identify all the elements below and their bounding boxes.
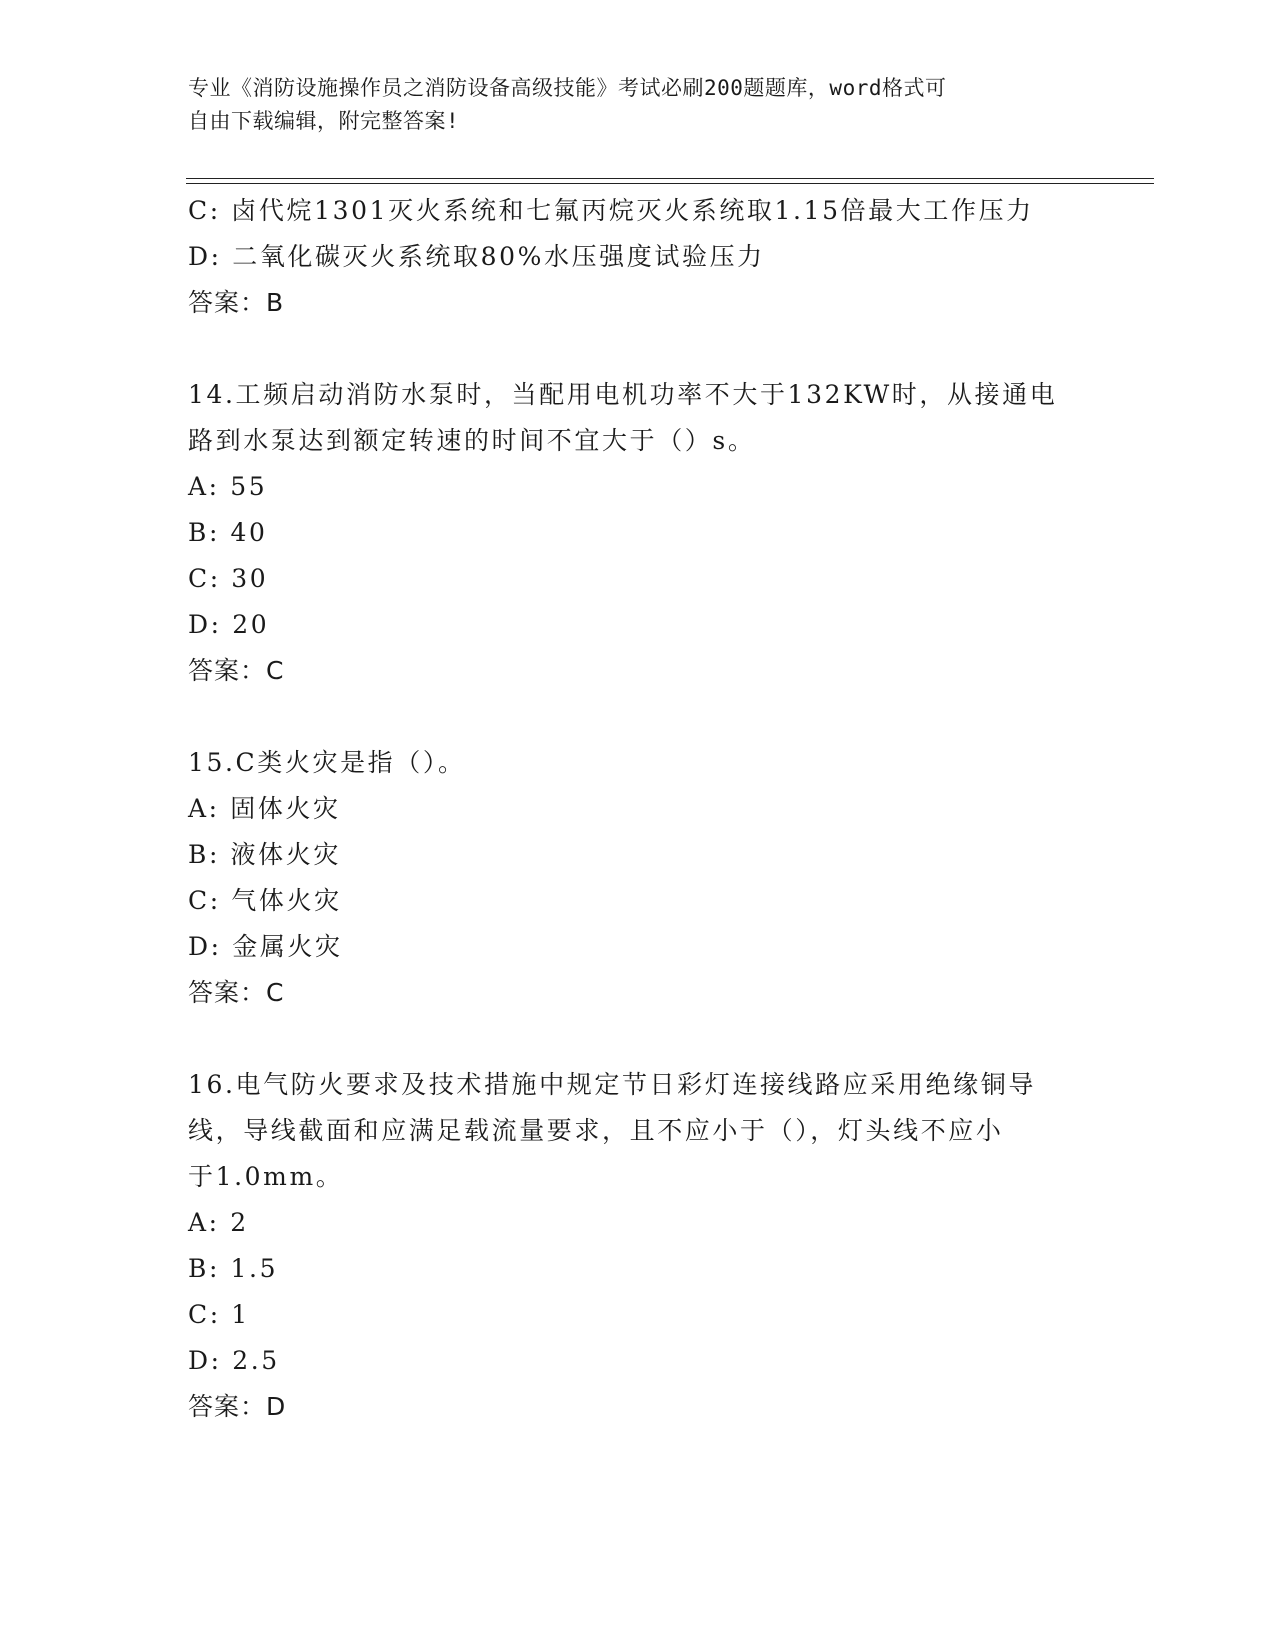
option-c: C: 1: [188, 1300, 250, 1329]
option-b: B: 液体火灾: [188, 840, 341, 869]
header-divider-top: [186, 178, 1154, 179]
header-line-1: 专业《消防设施操作员之消防设备高级技能》考试必刷200题题库，word格式可: [188, 76, 947, 100]
option-c: C: 30: [188, 564, 269, 593]
spacer: [188, 1016, 1088, 1062]
spacer: [188, 694, 1088, 740]
question-stem-line: 于1.0mm。: [188, 1162, 344, 1191]
option-c: C: 气体火灾: [188, 886, 342, 915]
header-divider-bottom: [186, 183, 1154, 184]
option-b: B: 1.5: [188, 1254, 279, 1283]
question-13-tail: [188, 188, 1088, 326]
header-line-2: 自由下载编辑，附完整答案!: [188, 109, 460, 133]
spacer: [188, 326, 1088, 372]
option-d: D: 2.5: [188, 1346, 280, 1375]
question-16: [188, 1062, 1088, 1430]
option-a: A: 固体火灾: [188, 794, 341, 823]
option-c: C: 卤代烷1301灭火系统和七氟丙烷灭火系统取1.15倍最大工作压力: [188, 196, 1034, 225]
question-list: [188, 188, 1088, 1430]
question-stem-line: 线，导线截面和应满足载流量要求，且不应小于（），灯头线不应小: [188, 1116, 1004, 1145]
question-stem-line: 14.工频启动消防水泵时，当配用电机功率不大于132KW时，从接通电: [188, 380, 1058, 409]
question-stem-line: 15.C类火灾是指（）。: [188, 748, 466, 777]
option-b: B: 40: [188, 518, 268, 547]
question-15: [188, 740, 1088, 1016]
question-stem-line: 路到水泵达到额定转速的时间不宜大于（）s。: [188, 426, 756, 455]
answer: 答案：C: [188, 656, 285, 685]
question-stem-line: 16.电气防火要求及技术措施中规定节日彩灯连接线路应采用绝缘铜导: [188, 1070, 1036, 1099]
answer: 答案：B: [188, 288, 285, 317]
option-d: D: 20: [188, 610, 270, 639]
option-d: D: 金属火灾: [188, 932, 343, 961]
answer: 答案：D: [188, 1392, 287, 1421]
option-a: A: 2: [188, 1208, 249, 1237]
option-d: D: 二氧化碳灭火系统取80%水压强度试验压力: [188, 242, 765, 271]
answer: 答案：C: [188, 978, 285, 1007]
question-14: [188, 372, 1088, 694]
document-header: [188, 72, 1068, 138]
option-a: A: 55: [188, 472, 268, 501]
